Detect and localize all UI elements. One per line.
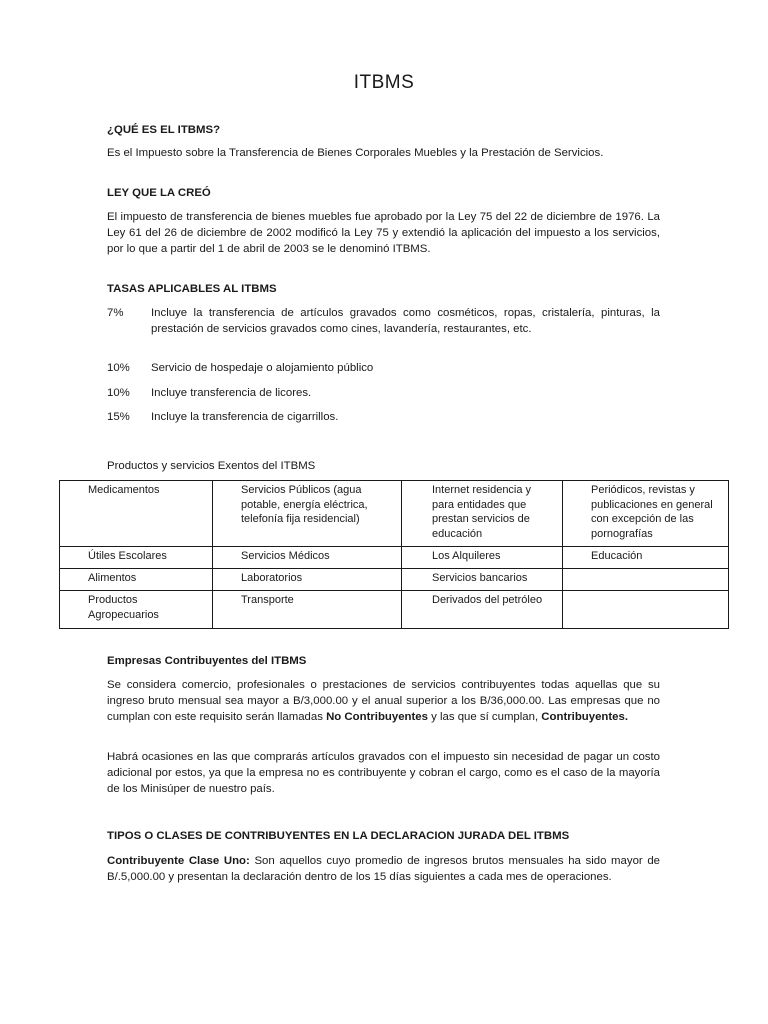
table-cell: [563, 569, 729, 591]
table-cell: Internet residencia y para entidades que prestan servicios de educación: [402, 481, 563, 547]
table-cell: Servicios Médicos: [213, 547, 402, 569]
section-body-contributors-note: Habrá ocasiones en las que comprarás artículos gravados con el impuesto sin necesidad de pagar un costo adicional por estos, ya que la empresa no es contribuyente y cobran el cargo, como es el caso de la mayoría de los Minisúper de nuestro país.: [107, 751, 660, 795]
section-heading-law: LEY QUE LA CREÓ: [107, 187, 211, 199]
exempt-table-caption: Productos y servicios Exentos del ITBMS: [107, 460, 316, 472]
section-heading-types: TIPOS O CLASES DE CONTRIBUYENTES EN LA DECLARACION JURADA DEL ITBMS: [107, 830, 570, 842]
table-cell: Medicamentos: [60, 481, 213, 547]
table-cell: [563, 591, 729, 629]
table-cell: Laboratorios: [213, 569, 402, 591]
section-body-law: El impuesto de transferencia de bienes muebles fue aprobado por la Ley 75 del 22 de diciembre de 1976. La Ley 61 del 26 de diciembre de 2002 modificó la Ley 75 y extendió la aplicación del impuesto a los servicios, por lo que a partir del 1 de abril de 2003 se le denominó ITBMS.: [107, 211, 660, 255]
rate-item: [107, 305, 660, 337]
table-row: [60, 547, 729, 569]
table-row: [60, 481, 729, 547]
class-one-text: Son aquellos cuyo promedio de ingresos brutos mensuales ha sido mayor de B/.5,000.00 y presentan la declaración dentro de los 15 días siguientes a cada mes de operaciones.: [107, 855, 660, 883]
section-heading-rates: TASAS APLICABLES AL ITBMS: [107, 283, 277, 295]
exempt-table: [59, 480, 729, 629]
rate-description: Incluye la transferencia de cigarrillos.: [151, 411, 339, 423]
rate-percentage: 7%: [107, 307, 124, 319]
table-cell: Servicios bancarios: [402, 569, 563, 591]
table-cell: Transporte: [213, 591, 402, 629]
section-body-class-one: [107, 853, 660, 885]
rate-description: Incluye transferencia de licores.: [151, 387, 312, 399]
section-body-what-is: Es el Impuesto sobre la Transferencia de Bienes Corporales Muebles y la Prestación de Servicios.: [107, 147, 604, 159]
emphasis-text: No Contribuyentes: [326, 711, 428, 723]
rate-percentage: 10%: [107, 387, 130, 399]
rate-description: Incluye la transferencia de artículos gravados como cosméticos, ropas, cristalería, pinturas, la prestación de servicios gravados como cines, lavandería, restaurantes, etc.: [151, 307, 660, 335]
table-cell: Útiles Escolares: [60, 547, 213, 569]
rate-item: [107, 385, 660, 401]
table-row: [60, 591, 729, 629]
table-row: [60, 569, 729, 591]
table-cell: Productos Agropecuarios: [60, 591, 213, 629]
emphasis-text: Contribuyentes.: [541, 711, 629, 723]
paragraph-text: Se considera comercio, profesionales o prestaciones de servicios contribuyentes todas aquellas que su ingreso bruto mensual sea mayor a B/3,000.00 y el anual superior a los B/36,000.00. Las empresas que no cumplan con este requisito serán llamadas: [107, 679, 660, 723]
table-cell: Educación: [563, 547, 729, 569]
table-cell: Alimentos: [60, 569, 213, 591]
table-cell: Derivados del petróleo: [402, 591, 563, 629]
table-cell: Periódicos, revistas y publicaciones en general con excepción de las pornografías: [563, 481, 729, 547]
rate-description: Servicio de hospedaje o alojamiento público: [151, 362, 374, 374]
document-title: ITBMS: [353, 72, 415, 93]
section-body-contributors: [107, 677, 660, 725]
rate-percentage: 10%: [107, 362, 130, 374]
rate-item: [107, 409, 660, 425]
class-one-label: Contribuyente Clase Uno:: [107, 855, 250, 867]
section-heading-what-is: ¿QUÉ ES EL ITBMS?: [107, 124, 221, 136]
table-cell: Servicios Públicos (agua potable, energía eléctrica, telefonía fija residencial): [213, 481, 402, 547]
rate-item: [107, 360, 660, 376]
section-heading-contributors: Empresas Contribuyentes del ITBMS: [107, 655, 307, 667]
paragraph-text: y las que sí cumplan,: [427, 711, 542, 723]
table-cell: Los Alquileres: [402, 547, 563, 569]
rate-percentage: 15%: [107, 411, 130, 423]
